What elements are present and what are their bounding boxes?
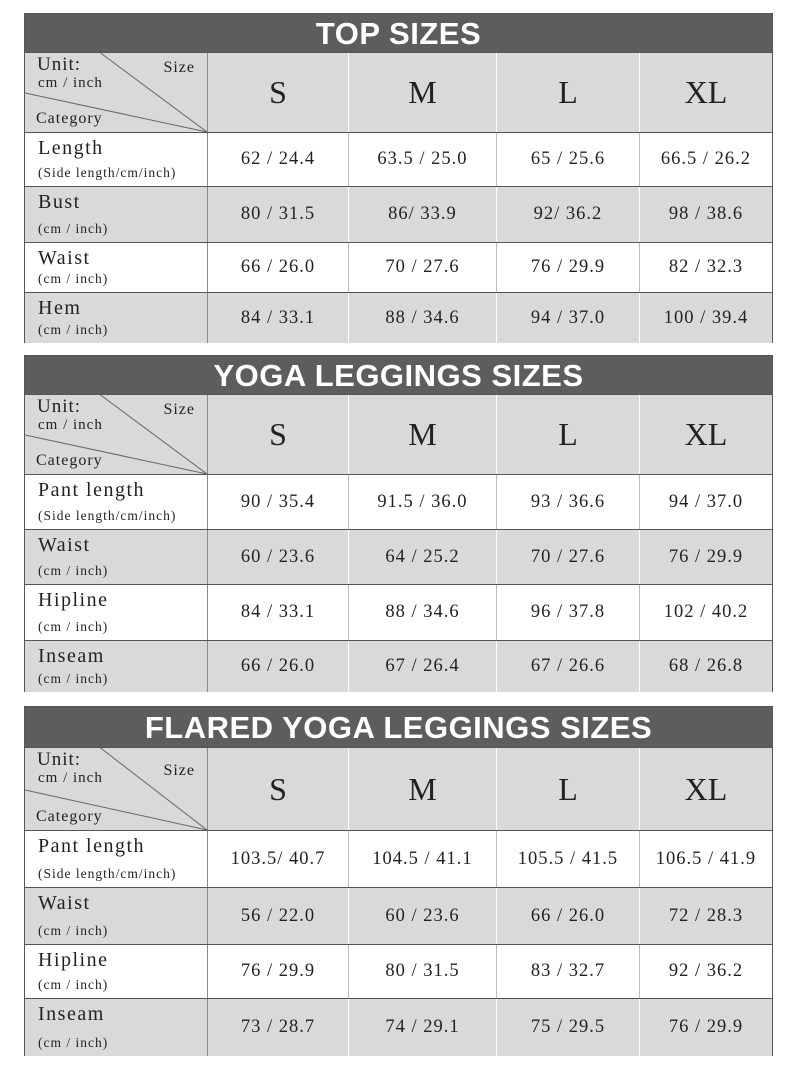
size-table-top (24, 13, 773, 343)
value-cell: 94 / 37.0 (668, 491, 744, 512)
size-header-l: L (497, 53, 640, 132)
value-cell: 94 / 37.0 (497, 293, 640, 343)
table-row (25, 242, 772, 292)
table-title: FLARED YOGA LEGGINGS SIZES (25, 707, 772, 747)
table-row (25, 132, 772, 186)
size-header-m: M (349, 395, 497, 474)
row-name: Inseam (38, 1003, 105, 1025)
unit-sub-label: cm / inch (38, 75, 103, 91)
row-label (25, 999, 208, 1056)
value-cell: 68 / 26.8 (668, 656, 744, 676)
value-cell: 104.5 / 41.1 (349, 831, 497, 887)
corner-header-cell (25, 53, 208, 132)
table-row (25, 584, 772, 640)
value-cell: 64 / 25.2 (349, 530, 497, 584)
value-cell: 72 / 28.3 (668, 905, 744, 926)
value-cell: 102 / 40.2 (663, 602, 749, 622)
size-header-xl: XL (684, 770, 728, 807)
row-name: Length (38, 137, 104, 159)
value-cell: 82 / 32.3 (668, 257, 744, 277)
value-cell: 92 / 36.2 (668, 961, 744, 981)
size-header-s: S (208, 748, 349, 830)
value-cell: 103.5/ 40.7 (208, 831, 349, 887)
row-name: Hipline (38, 949, 109, 971)
value-cell: 76 / 29.9 (668, 1017, 744, 1037)
row-name: Bust (38, 191, 81, 213)
row-name: Hem (38, 297, 82, 319)
table-row (25, 292, 772, 343)
value-cell: 98 / 38.6 (668, 204, 744, 224)
value-cell: 70 / 27.6 (349, 243, 497, 292)
value-cell: 92/ 36.2 (497, 187, 640, 242)
value-cell: 56 / 22.0 (208, 888, 349, 944)
size-label: Size (163, 401, 195, 418)
value-cell: 66 / 26.0 (208, 243, 349, 292)
table-row (25, 640, 772, 692)
value-cell: 80 / 31.5 (349, 945, 497, 998)
size-header-s: S (208, 395, 349, 474)
row-label (25, 831, 208, 887)
row-name: Waist (38, 892, 91, 914)
table-title: YOGA LEGGINGS SIZES (25, 356, 772, 394)
value-cell: 106.5 / 41.9 (655, 848, 757, 869)
value-cell: 83 / 32.7 (497, 945, 640, 998)
size-header-s: S (208, 53, 349, 132)
size-table-yoga-leggings (24, 355, 773, 692)
size-label: Size (163, 762, 195, 779)
row-label (25, 641, 208, 692)
row-label (25, 475, 208, 529)
value-cell: 86/ 33.9 (349, 187, 497, 242)
category-label: Category (36, 808, 103, 825)
value-cell: 74 / 29.1 (349, 999, 497, 1056)
value-cell: 66 / 26.0 (208, 641, 349, 692)
value-cell: 66.5 / 26.2 (660, 149, 752, 169)
table-row (25, 186, 772, 242)
unit-label: Unit: (37, 396, 82, 417)
row-label (25, 585, 208, 640)
row-unit: (cm / inch) (38, 977, 109, 992)
row-unit: (cm / inch) (38, 271, 109, 286)
row-unit: (cm / inch) (38, 671, 109, 686)
size-label: Size (163, 59, 195, 76)
table-row (25, 529, 772, 584)
row-name: Waist (38, 247, 91, 269)
row-label (25, 945, 208, 998)
value-cell: 65 / 25.6 (497, 133, 640, 186)
value-cell: 67 / 26.4 (349, 641, 497, 692)
row-label (25, 187, 208, 242)
row-unit: (cm / inch) (38, 322, 109, 337)
table-row (25, 830, 772, 887)
value-cell: 84 / 33.1 (208, 293, 349, 343)
value-cell: 60 / 23.6 (349, 888, 497, 944)
table-row (25, 944, 772, 998)
value-cell: 80 / 31.5 (208, 187, 349, 242)
category-label: Category (36, 452, 103, 469)
row-name: Inseam (38, 645, 105, 667)
row-label (25, 133, 208, 186)
row-unit: (Side length/cm/inch) (38, 866, 177, 881)
row-name: Waist (38, 534, 91, 556)
row-label (25, 243, 208, 292)
value-cell: 62 / 24.4 (208, 133, 349, 186)
value-cell: 93 / 36.6 (497, 475, 640, 529)
table-header-row (25, 394, 772, 474)
row-unit: (cm / inch) (38, 221, 109, 236)
value-cell: 100 / 39.4 (663, 307, 749, 328)
value-cell: 105.5 / 41.5 (497, 831, 640, 887)
row-unit: (cm / inch) (38, 1035, 109, 1050)
value-cell: 63.5 / 25.0 (349, 133, 497, 186)
row-unit: (Side length/cm/inch) (38, 508, 177, 523)
table-row (25, 474, 772, 529)
value-cell: 76 / 29.9 (497, 243, 640, 292)
value-cell: 90 / 35.4 (208, 475, 349, 529)
corner-header-cell (25, 395, 208, 474)
value-cell: 67 / 26.6 (497, 641, 640, 692)
size-header-l: L (497, 748, 640, 830)
table-row (25, 887, 772, 944)
unit-label: Unit: (37, 749, 82, 770)
unit-sub-label: cm / inch (38, 770, 103, 786)
value-cell: 75 / 29.5 (497, 999, 640, 1056)
row-unit: (cm / inch) (38, 923, 109, 938)
value-cell: 88 / 34.6 (349, 585, 497, 640)
value-cell: 73 / 28.7 (208, 999, 349, 1056)
value-cell: 88 / 34.6 (349, 293, 497, 343)
value-cell: 70 / 27.6 (497, 530, 640, 584)
value-cell: 76 / 29.9 (668, 546, 744, 567)
table-header-row (25, 747, 772, 830)
table-title: TOP SIZES (25, 14, 772, 52)
row-label (25, 888, 208, 944)
row-name: Pant length (38, 835, 146, 857)
unit-label: Unit: (37, 54, 82, 75)
row-unit: (cm / inch) (38, 563, 109, 578)
value-cell: 84 / 33.1 (208, 585, 349, 640)
row-name: Pant length (38, 479, 146, 501)
row-name: Hipline (38, 589, 109, 611)
value-cell: 60 / 23.6 (208, 530, 349, 584)
table-row (25, 998, 772, 1056)
size-header-xl: XL (684, 416, 728, 452)
size-table-flared-yoga-leggings (24, 706, 773, 1056)
size-header-l: L (497, 395, 640, 474)
unit-sub-label: cm / inch (38, 417, 103, 433)
category-label: Category (36, 110, 103, 127)
size-header-m: M (349, 748, 497, 830)
row-unit: (cm / inch) (38, 619, 109, 634)
value-cell: 91.5 / 36.0 (349, 475, 497, 529)
row-label (25, 293, 208, 343)
row-label (25, 530, 208, 584)
table-header-row (25, 52, 772, 132)
size-header-xl: XL (684, 74, 728, 110)
row-unit: (Side length/cm/inch) (38, 165, 177, 180)
size-header-m: M (349, 53, 497, 132)
value-cell: 66 / 26.0 (497, 888, 640, 944)
value-cell: 76 / 29.9 (208, 945, 349, 998)
value-cell: 96 / 37.8 (497, 585, 640, 640)
corner-header-cell (25, 748, 208, 830)
